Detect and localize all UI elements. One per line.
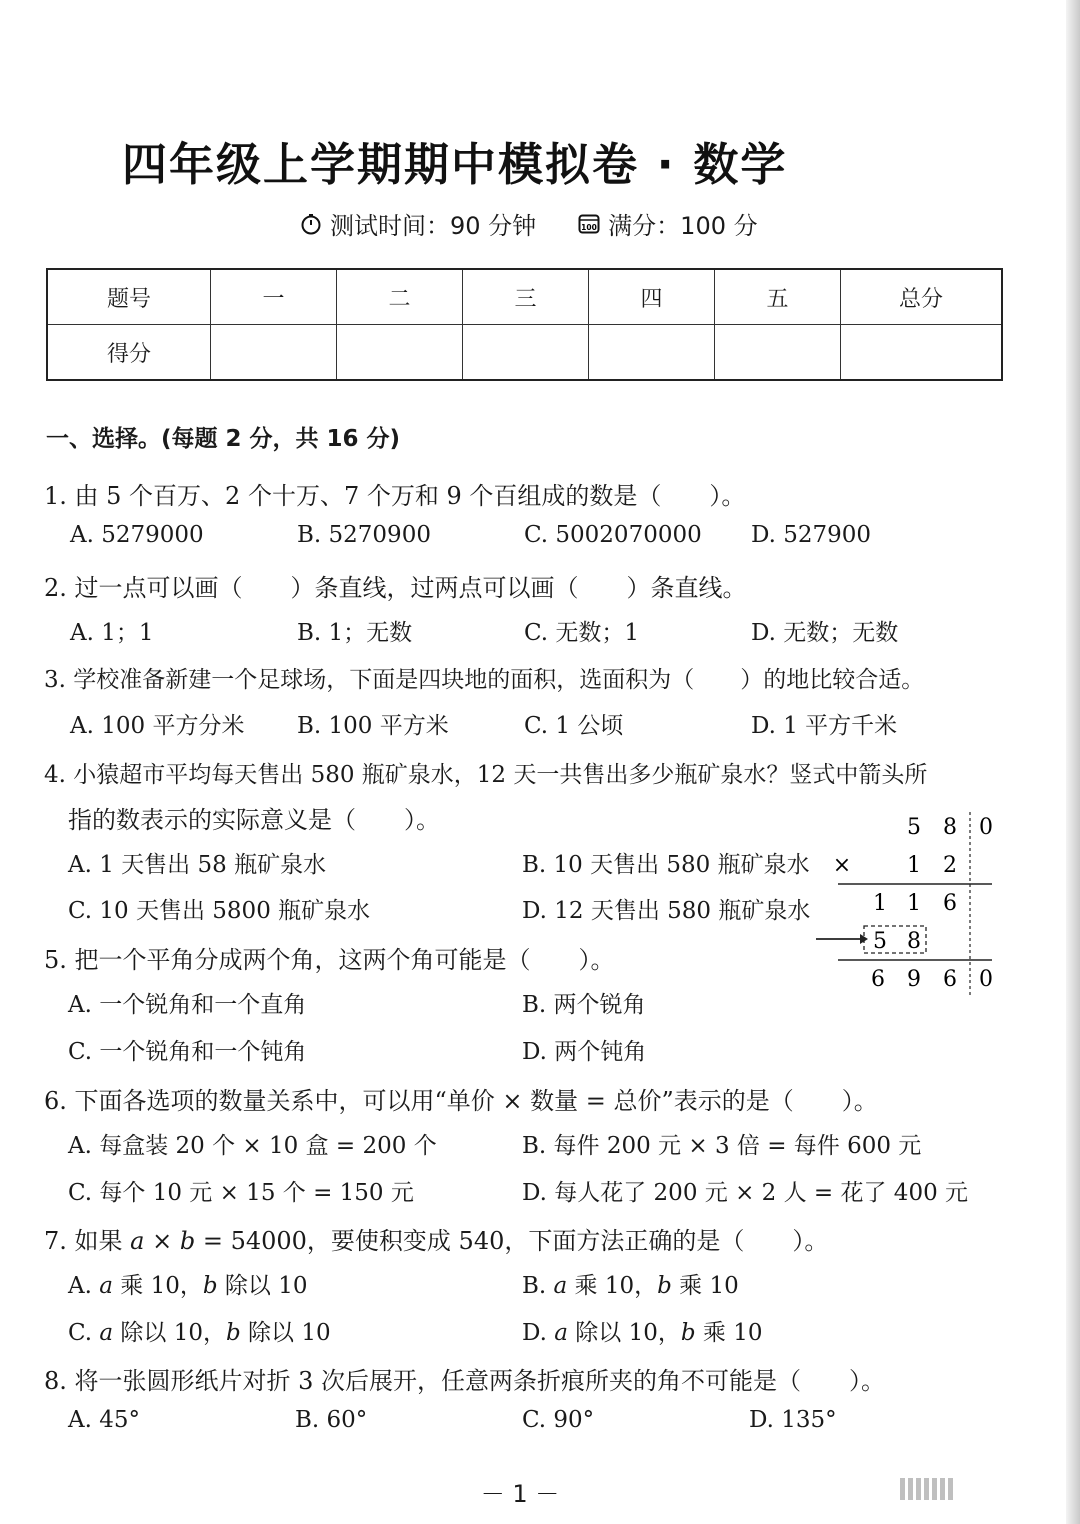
option-8c[interactable]: C. 90° (522, 1407, 595, 1433)
option-4b[interactable]: B. 10 天售出 580 瓶矿泉水 (522, 852, 810, 878)
option-2d[interactable]: D. 无数；无数 (751, 620, 899, 646)
option-7a[interactable]: A. a 乘 10，b 除以 10 (68, 1273, 308, 1299)
score-cell[interactable] (463, 325, 589, 381)
question-6: 6. 下面各选项的数量关系中，可以用“单价 × 数量 = 总价”表示的是（ ）。 (44, 1087, 878, 1115)
calc-digit: 5 (873, 929, 887, 954)
option-6b[interactable]: B. 每件 200 元 × 3 倍 = 每件 600 元 (522, 1133, 922, 1159)
score-table-header: 题号 (47, 269, 211, 325)
option-5b[interactable]: B. 两个锐角 (522, 992, 646, 1018)
score-table-header: 一 (211, 269, 337, 325)
score-table-header: 四 (589, 269, 715, 325)
score-table-header: 总分 (841, 269, 1003, 325)
score-cell[interactable] (715, 325, 841, 381)
option-5d[interactable]: D. 两个钝角 (522, 1039, 647, 1065)
question-4: 4. 小猿超市平均每天售出 580 瓶矿泉水，12 天一共售出多少瓶矿泉水？竖式中箭头所 (44, 762, 928, 788)
option-2b[interactable]: B. 1；无数 (297, 620, 413, 646)
option-7d[interactable]: D. a 除以 10，b 乘 10 (522, 1320, 763, 1346)
calc-digit: 1 (873, 891, 887, 916)
svg-text:100: 100 (581, 222, 597, 232)
option-3a[interactable]: A. 100 平方分米 (70, 713, 245, 739)
option-7b[interactable]: B. a 乘 10，b 乘 10 (522, 1273, 739, 1299)
question-8: 8. 将一张圆形纸片对折 3 次后展开，任意两条折痕所夹的角不可能是（ ）。 (44, 1367, 886, 1395)
score-table-header: 三 (463, 269, 589, 325)
calc-digit: 6 (943, 967, 957, 992)
page-title: 四年级上学期期中模拟卷 · 数学 (122, 138, 788, 191)
score-cell[interactable] (589, 325, 715, 381)
option-8d[interactable]: D. 135° (749, 1407, 837, 1433)
option-7c[interactable]: C. a 除以 10，b 除以 10 (68, 1320, 331, 1346)
time-label: 测试时间：90 分钟 (330, 212, 537, 240)
question-1: 1. 由 5 个百万、2 个十万、7 个万和 9 个百组成的数是（ ）。 (44, 482, 746, 510)
calc-digit: 6 (871, 967, 885, 992)
option-6d[interactable]: D. 每人花了 200 元 × 2 人 = 花了 400 元 (522, 1180, 969, 1206)
calc-digit: 2 (943, 853, 957, 878)
score-cell[interactable] (337, 325, 463, 381)
option-6a[interactable]: A. 每盒装 20 个 × 10 盒 = 200 个 (68, 1133, 437, 1159)
exam-meta (300, 206, 758, 241)
question-2: 2. 过一点可以画（ ）条直线，过两点可以画（ ）条直线。 (44, 574, 747, 602)
calc-digit: 1 (907, 891, 921, 916)
option-2c[interactable]: C. 无数；1 (524, 620, 640, 646)
calc-digit: 5 (907, 815, 921, 840)
option-1b[interactable]: B. 5270900 (297, 522, 431, 548)
option-6c[interactable]: C. 每个 10 元 × 15 个 = 150 元 (68, 1180, 414, 1206)
calc-digit: 9 (907, 967, 921, 992)
option-1a[interactable]: A. 5279000 (70, 522, 204, 548)
score-cell[interactable] (211, 325, 337, 381)
question-7: 7. 如果 a × b = 54000，要使积变成 540，下面方法正确的是（ ）。 (44, 1227, 829, 1255)
page-number: － 1 － (480, 1480, 560, 1508)
score-row-label: 得分 (47, 325, 211, 381)
score-table (46, 268, 1003, 381)
option-1c[interactable]: C. 5002070000 (524, 522, 702, 548)
option-3d[interactable]: D. 1 平方千米 (751, 713, 898, 739)
option-3c[interactable]: C. 1 公顷 (524, 713, 624, 739)
option-4c[interactable]: C. 10 天售出 5800 瓶矿泉水 (68, 898, 371, 924)
option-8a[interactable]: A. 45° (68, 1407, 140, 1433)
page-edge-shadow (1066, 0, 1080, 1524)
section-heading: 一、选择。(每题 2 分，共 16 分) (46, 426, 401, 452)
calc-digit: 0 (979, 967, 993, 992)
calc-digit: 6 (943, 891, 957, 916)
option-1d[interactable]: D. 527900 (751, 522, 872, 548)
option-5c[interactable]: C. 一个锐角和一个钝角 (68, 1039, 307, 1065)
score-label: 满分：100 分 (608, 212, 758, 240)
score-table-header: 二 (337, 269, 463, 325)
question-4-cont: 指的数表示的实际意义是（ ）。 (68, 806, 440, 834)
calc-digit: 0 (979, 815, 993, 840)
option-4d[interactable]: D. 12 天售出 580 瓶矿泉水 (522, 898, 811, 924)
question-5: 5. 把一个平角分成两个角，这两个角可能是（ ）。 (44, 946, 615, 974)
calc-digit: 8 (943, 815, 957, 840)
vertical-multiplication (810, 810, 1000, 1000)
option-5a[interactable]: A. 一个锐角和一个直角 (68, 992, 307, 1018)
stopwatch-icon (300, 213, 322, 235)
question-3: 3. 学校准备新建一个足球场，下面是四块地的面积，选面积为（ ）的地比较合适。 (44, 667, 925, 693)
option-4a[interactable]: A. 1 天售出 58 瓶矿泉水 (68, 852, 327, 878)
option-2a[interactable]: A. 1；1 (70, 620, 154, 646)
score-table-header: 五 (715, 269, 841, 325)
score-cell[interactable] (841, 325, 1003, 381)
calc-digit: 1 (907, 853, 921, 878)
calc-operator: × (832, 853, 852, 878)
score-100-icon (578, 213, 600, 235)
option-3b[interactable]: B. 100 平方米 (297, 713, 449, 739)
calc-digit: 8 (907, 929, 921, 954)
option-8b[interactable]: B. 60° (295, 1407, 368, 1433)
page-edge-marks (900, 1478, 1060, 1500)
